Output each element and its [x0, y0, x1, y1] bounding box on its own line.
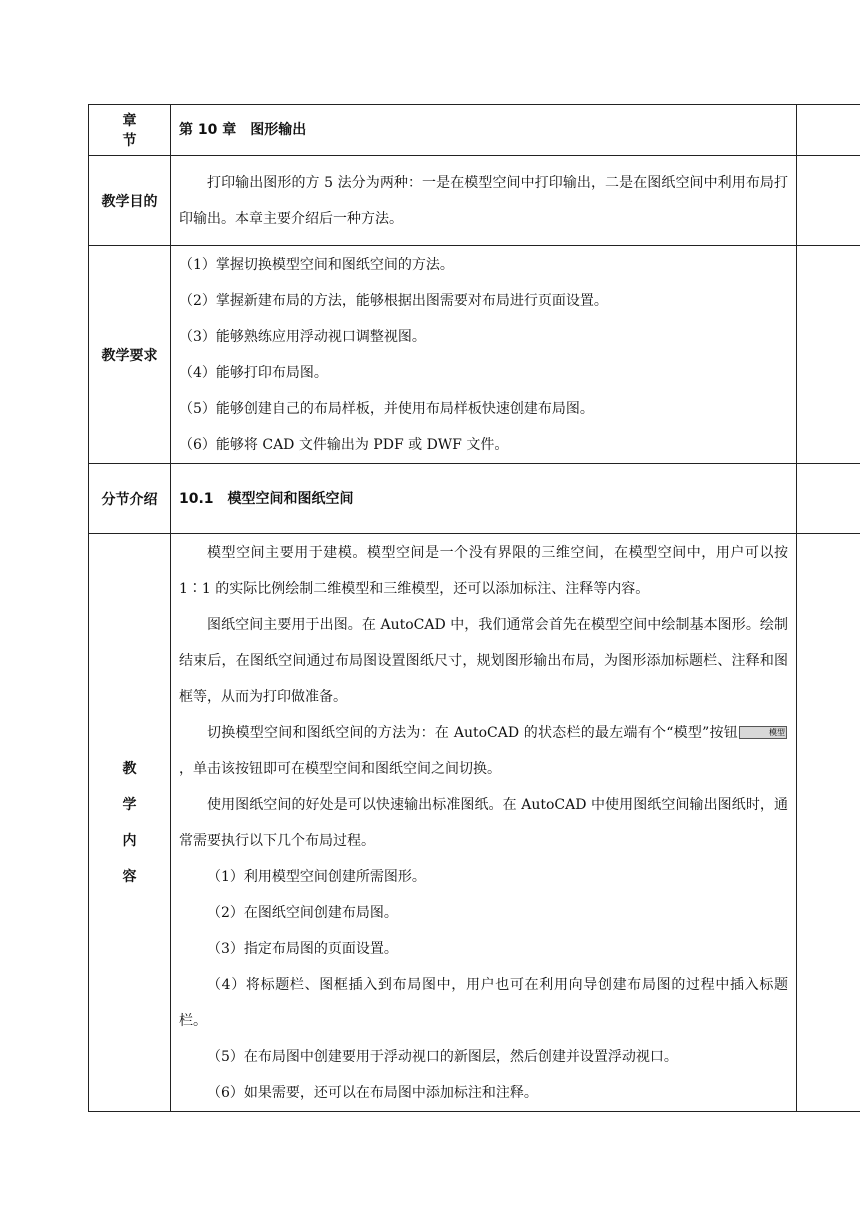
content-label-char: 教 — [122, 760, 137, 777]
paragraph-text: 切换模型空间和图纸空间的方法为：在 AutoCAD 的状态栏的最左端有个“模型”按钮 — [207, 724, 738, 741]
step-item: （5）在布局图中创建要用于浮动视口的新图层，然后创建并设置浮动视口。 — [207, 1048, 678, 1065]
requirement-item: （6）能够将 CAD 文件输出为 PDF 或 DWF 文件。 — [179, 436, 509, 453]
chapter-extra-cell — [797, 105, 860, 156]
section-label: 分节介绍 — [89, 464, 171, 534]
requirement-item: （1）掌握切换模型空间和图纸空间的方法。 — [179, 256, 454, 273]
requirement-item: （5）能够创建自己的布局样板，并使用布局样板快速创建布局图。 — [179, 400, 594, 417]
content-label — [89, 534, 171, 1112]
step-item: （2）在图纸空间创建布局图。 — [207, 904, 398, 921]
goal-extra-cell — [797, 156, 860, 246]
chapter-label: 章 节 — [89, 105, 171, 156]
content-cell — [171, 534, 797, 1112]
goal-cell — [171, 156, 797, 246]
section-extra-cell — [797, 464, 860, 534]
content-label-char: 容 — [122, 868, 137, 885]
requirement-item: （4）能够打印布局图。 — [179, 364, 328, 381]
goal-label: 教学目的 — [89, 156, 171, 246]
step-item: （1）利用模型空间创建所需图形。 — [207, 868, 426, 885]
content-paragraph-with-button — [179, 715, 788, 787]
section-row — [89, 464, 860, 534]
step-item: （3）指定布局图的页面设置。 — [207, 940, 398, 957]
chapter-value: 第 10 章 图形输出 — [171, 105, 797, 156]
requirements-cell — [171, 246, 797, 464]
content-extra-cell — [797, 534, 860, 1112]
content-label-char: 学 — [122, 796, 137, 813]
goal-text: 打印输出图形的方 5 法分为两种：一是在模型空间中打印输出，二是在图纸空间中利用布局打印输出。本章主要介绍后一种方法。 — [179, 174, 788, 227]
requirements-label: 教学要求 — [89, 246, 171, 464]
step-item: （4）将标题栏、图框插入到布局图中，用户也可在利用向导创建布局图的过程中插入标题栏。 — [179, 976, 788, 1029]
paragraph-text: ，单击该按钮即可在模型空间和图纸空间之间切换。 — [179, 760, 501, 777]
requirement-item: （3）能够熟练应用浮动视口调整视图。 — [179, 328, 426, 345]
content-paragraph: 使用图纸空间的好处是可以快速输出标准图纸。在 AutoCAD 中使用图纸空间输出图纸时，通常需要执行以下几个布局过程。 — [179, 796, 788, 849]
section-value: 10.1 模型空间和图纸空间 — [171, 464, 797, 534]
requirements-row — [89, 246, 860, 464]
content-paragraph: 图纸空间主要用于出图。在 AutoCAD 中，我们通常会首先在模型空间中绘制基本图形。绘制结束后，在图纸空间通过布局图设置图纸尺寸，规划图形输出布局，为图形添加标题栏、注释和图框等，从而为打印做准备。 — [179, 616, 788, 705]
requirement-item: （2）掌握新建布局的方法，能够根据出图需要对布局进行页面设置。 — [179, 292, 608, 309]
content-label-char: 内 — [122, 832, 137, 849]
model-button-icon: 模型 — [739, 726, 787, 739]
content-row — [89, 534, 860, 1112]
step-item: （6）如果需要，还可以在布局图中添加标注和注释。 — [207, 1084, 538, 1101]
chapter-row — [89, 105, 860, 156]
goal-row — [89, 156, 860, 246]
lesson-plan-table — [88, 104, 860, 1112]
requirements-extra-cell — [797, 246, 860, 464]
content-paragraph: 模型空间主要用于建模。模型空间是一个没有界限的三维空间，在模型空间中，用户可以按 1∶1 的实际比例绘制二维模型和三维模型，还可以添加标注、注释等内容。 — [179, 544, 788, 597]
